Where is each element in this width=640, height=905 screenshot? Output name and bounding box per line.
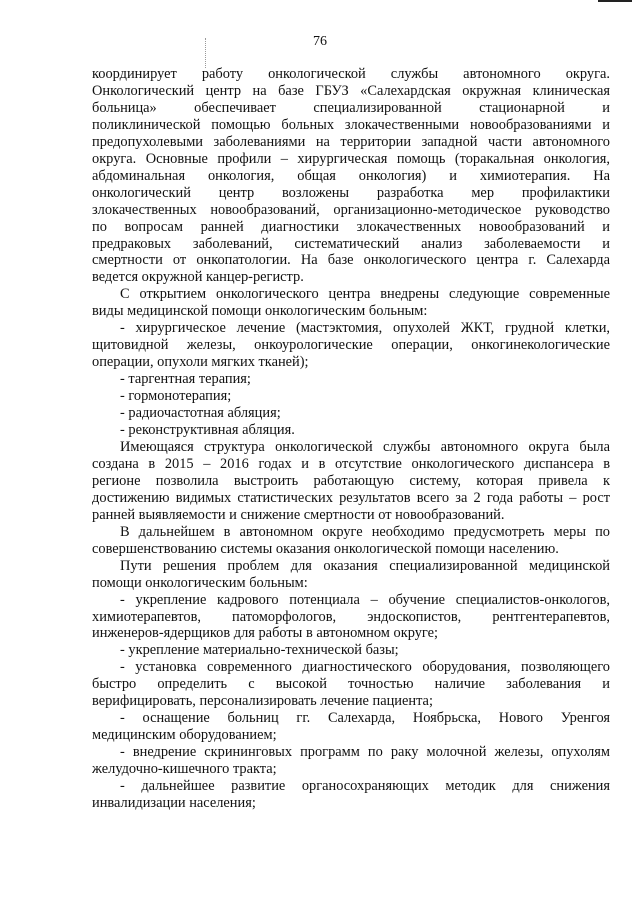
text-line: Пути решения проблем для оказания специализированной медицинской [120, 557, 610, 574]
text-line: виды медицинской помощи онкологическим больным: [92, 303, 428, 320]
text-line: - гормонотерапия; [120, 388, 232, 405]
corner-mark [598, 0, 632, 2]
text-line: С открытием онкологического центра внедрены следующие современные [120, 286, 610, 303]
text-line: больница» обеспечивает специализированной стационарной и [92, 99, 610, 116]
text-line: щитовидной железы, онкоурологические операции, онкогинекологические [92, 337, 610, 354]
text-line: поликлинической помощью больных злокачественными новообразованиями и [92, 116, 610, 133]
text-line: медицинским оборудованием; [92, 727, 277, 744]
text-line: координирует работу онкологической службы автономного округа. [92, 66, 610, 82]
text-line: по вопросам ранней диагностики злокачественных новообразований и [92, 218, 610, 235]
text-line: В дальнейшем в автономном округе необходимо предусмотреть меры по [120, 523, 610, 540]
text-line: желудочно-кишечного тракта; [92, 761, 277, 778]
text-line: - хирургическое лечение (мастэктомия, опухолей ЖКТ, грудной клетки, [120, 320, 610, 337]
text-line: предраковых заболеваний, систематический анализ заболеваемости и [92, 235, 610, 252]
text-line: создана в 2015 – 2016 годах и в отсутствие онкологического диспансера в [92, 455, 610, 472]
text-line: - укрепление материально-технической базы; [120, 642, 399, 659]
text-line: операции, опухоли мягких тканей); [92, 354, 309, 371]
text-line: инженеров-ядерщиков для работы в автономном округе; [92, 625, 438, 642]
text-line: смертности от онкопатологии. На базе онкологического центра г. Салехарда [92, 252, 610, 269]
text-line: Онкологический центр на базе ГБУЗ «Салехардская окружная клиническая [92, 82, 610, 99]
text-line: ведется окружной канцер-регистр. [92, 269, 304, 286]
text-line: Имеющаяся структура онкологической службы автономного округа была [120, 438, 610, 455]
text-line: предопухолевыми заболеваниями на территории западной части автономного [92, 133, 610, 150]
text-line: инвалидизации населения; [92, 794, 256, 811]
text-line: верифицировать, персонализировать лечение пациента; [92, 693, 433, 710]
text-line: - установка современного диагностического оборудования, позволяющего [120, 659, 610, 676]
text-line: злокачественных новообразований, организационно-методическое руководство [92, 201, 610, 218]
text-line: - оснащение больниц гг. Салехарда, Ноябрьска, Нового Уренгоя [120, 710, 610, 727]
document-body [92, 66, 610, 812]
text-line: - внедрение скрининговых программ по раку молочной железы, опухолям [120, 744, 610, 761]
text-line: абдоминальная онкология, общая онкология) и химиотерапия. На [92, 167, 610, 184]
text-line: - таргентная терапия; [120, 371, 251, 388]
text-line: помощи онкологическим больным: [92, 574, 308, 591]
text-line: - реконструктивная абляция. [120, 422, 295, 439]
text-line: достижению видимых статистических результатов всего за 2 года работы – рост [92, 489, 610, 506]
text-line: - укрепление кадрового потенциала – обучение специалистов-онкологов, [120, 591, 610, 608]
text-line: регионе позволила выстроить работающую систему, которая привела к [92, 472, 610, 489]
text-line: округа. Основные профили – хирургическая помощь (торакальная онкология, [92, 150, 610, 167]
text-line: - радиочастотная абляция; [120, 405, 281, 422]
text-line: быстро определить с высокой точностью наличие заболевания и [92, 676, 610, 693]
text-line: онкологический центр возложены разработка мер профилактики [92, 184, 610, 201]
text-line: - дальнейшее развитие органосохраняющих методик для снижения [120, 778, 610, 795]
text-line: ранней выявляемости и снижение смертности от новообразований. [92, 506, 505, 523]
page-number: 76 [313, 34, 327, 49]
text-line: совершенствованию системы оказания онкологической помощи населению. [92, 540, 559, 557]
text-line: химиотерапевтов, патоморфологов, эндоскопистов, рентгентерапевтов, [92, 608, 610, 625]
